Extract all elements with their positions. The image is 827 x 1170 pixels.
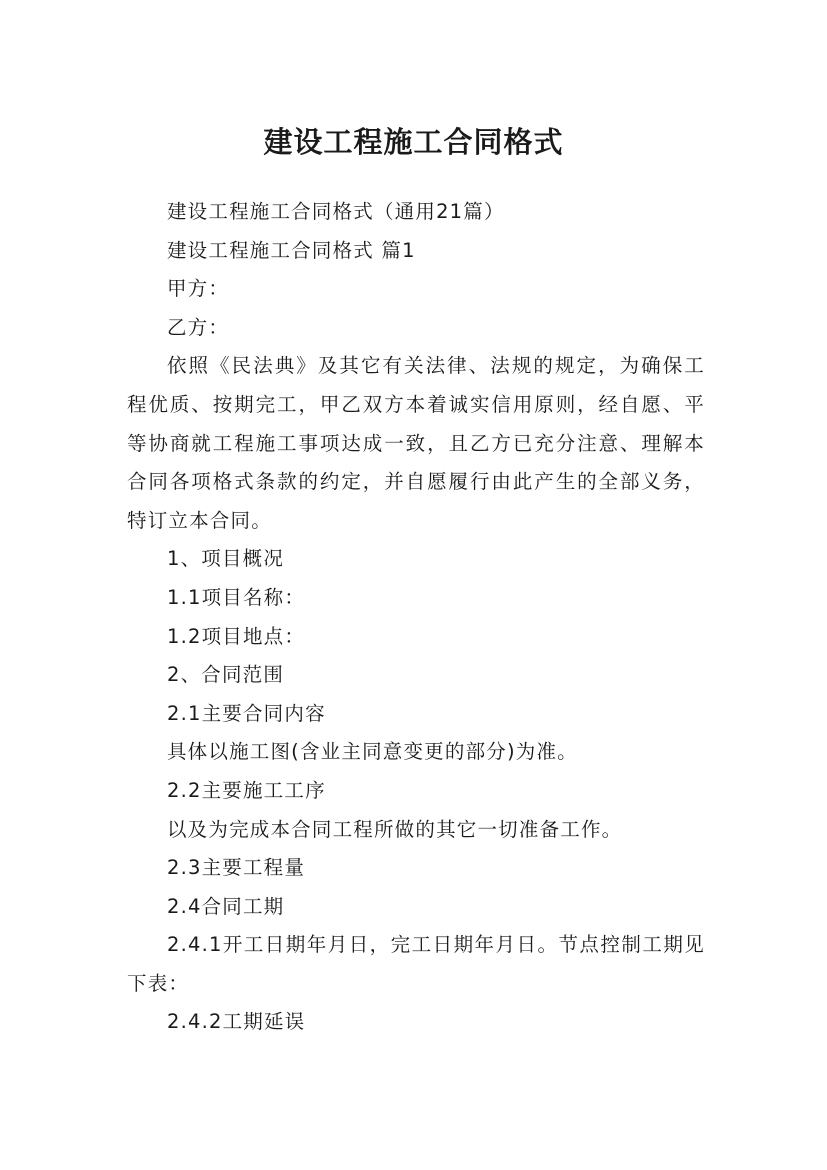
paragraph-preparation-work: 以及为完成本合同工程所做的其它一切准备工作。 <box>166 817 623 841</box>
paragraph-main-contract-content: 2.1主要合同内容 <box>166 701 326 725</box>
paragraph-start-end-dates: 2.4.1开工日期年月日，完工日期年月日。节点控制工期见下表： <box>127 933 705 995</box>
paragraph-section-title: 建设工程施工合同格式 篇1 <box>166 238 416 262</box>
paragraph-party-b: 乙方： <box>166 315 230 339</box>
paragraph-project-overview: 1、项目概况 <box>166 547 285 571</box>
paragraph-contract-period: 2.4合同工期 <box>166 894 285 918</box>
paragraph-project-location: 1.2项目地点： <box>166 624 306 648</box>
document-body <box>127 193 705 1042</box>
paragraph-contract-scope: 2、合同范围 <box>166 663 285 687</box>
document-title: 建设工程施工合同格式 <box>263 125 564 160</box>
paragraph-preamble: 依照《民法典》及其它有关法律、法规的规定，为确保工程优质、按期完工，甲乙双方本着诚实信用原则，经自愿、平等协商就工程施工事项达成一致，且乙方已充分注意、理解本合同各项格式条款的约定，并自愿履行由此产生的全部义务，特订立本合同。 <box>127 354 705 532</box>
paragraph-heading-general: 建设工程施工合同格式（通用21篇） <box>166 200 505 223</box>
paragraph-project-name: 1.1项目名称： <box>166 585 306 609</box>
paragraph-main-quantities: 2.3主要工程量 <box>166 856 306 880</box>
paragraph-construction-drawing: 具体以施工图(含业主同意变更的部分)为准。 <box>166 740 578 764</box>
paragraph-party-a: 甲方： <box>166 277 230 301</box>
paragraph-period-delay: 2.4.2工期延误 <box>166 1010 306 1034</box>
paragraph-main-procedures: 2.2主要施工工序 <box>166 778 326 802</box>
